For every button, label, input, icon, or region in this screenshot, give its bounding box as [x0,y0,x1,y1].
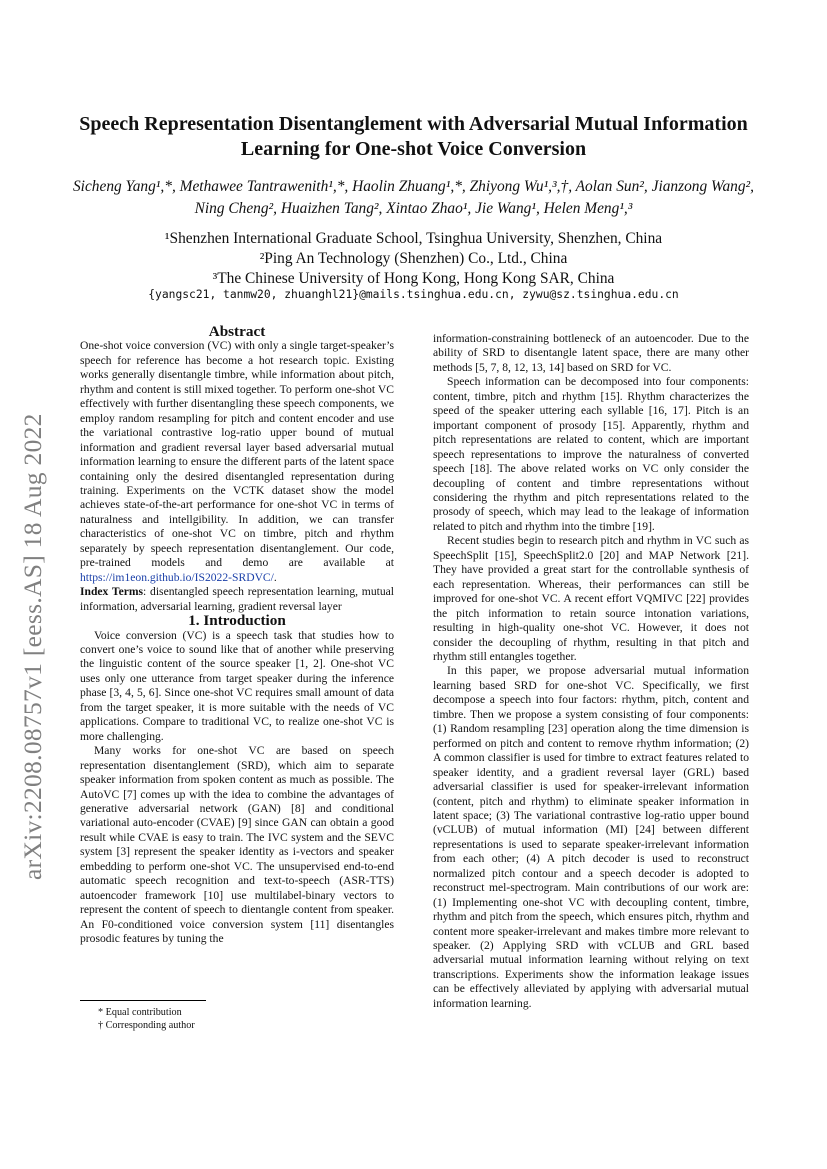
abstract-link-suffix: . [273,570,277,584]
left-column [80,325,394,946]
right-column [433,332,749,1011]
footnote-corresponding-author: † Corresponding author [98,1020,195,1031]
intro-paragraph-3: information-constraining bottleneck of an autoencoder. Due to the ability of SRD to disentangle latent space, there are many other methods [5, 7, 8, 12, 13, 14] based on SRD for VC. [433,332,749,374]
title-line-1: Speech Representation Disentanglement with Adversarial Mutual Information [79,113,748,135]
footnote-equal-contribution: * Equal contribution [98,1007,182,1018]
intro-paragraph-4: Speech information can be decomposed into four components: content, timbre, pitch and rhythm [15]. Rhythm characterizes the speed of the speaker uttering each syllable [16, 17]. Pitch is an important component of prosody [15]. Apparently, rhythm and pitch representations are related to content, which are important speech representations to improve the naturalness of converted speech [18]. The above related works on VC only consider the decoupling of content and timbre representations without considering the rhythm and pitch representations related to the prosody of speech, which may lead to the leakage of information related to pitch and rhythm into the timbre [19]. [433,375,749,533]
author-emails: {yangsc21, tanmw20, zhuanghl21}@mails.tsinghua.edu.cn, zywu@sz.tsinghua.edu.cn [148,288,679,301]
abstract-text: One-shot voice conversion (VC) with only a single target-speaker’s speech for reference has become a hot research topic. Existing works generally disentangle timbre, while information about pitch, rhythm and content is still mixed together. To perform one-shot VC effectively with further disentangling these speech components, we employ random resampling for pitch and content encoder and use the variational contrastive log-ratio upper bound of mutual information and gradient reversal layer based adversarial mutual information learning to ensure the different parts of the latent space containing only the desired disentangled representation during training. Experiments on the VCTK dataset show the model achieves state-of-the-art performance for one-shot VC in terms of naturalness and intellgibility. In addition, we can transfer characteristics of one-shot VC on timbre, pitch and rhythm separately by speech representation disentanglement. Our code, pre-trained models and demo are available at [80,339,394,570]
author-list: Sicheng Yang¹,*, Methawee Tantrawenith¹,*, Haolin Zhuang¹,*, Zhiyong Wu¹,³,†, Aolan Sun², Jianzong Wang², Ning Cheng², Huaizhen Tang², Xintao Zhao¹, Jie Wang¹, Helen Meng¹,³ [72,178,754,217]
title-line-2: Learning for One-shot Voice Conversion [240,138,587,160]
index-terms-text: : disentangled speech representation learning, mutual information, adversarial learning, gradient reversal layer [80,585,395,613]
intro-paragraph-1: Voice conversion (VC) is a speech task that studies how to convert one’s voice to sound like that of another while preserving the linguistic content of the source speaker [1, 2]. One-shot VC uses only one utterance from target speaker during the inference phase [3, 4, 5, 6]. Since one-shot VC requires small amount of data from the target speaker, it is more suitable with the needs of VC applications. Compare to traditional VC, to realize one-shot VC is more challenging. [80,628,394,743]
abstract-heading: Abstract [208,323,266,340]
intro-paragraph-5: Recent studies begin to research pitch and rhythm in VC such as SpeechSplit [15], SpeechSplit2.0 [20] and MAP Network [21]. They have provided a great start for the controllable synthesis of each representation. Whereas, their performances can still be improved for one-shot VC. A recent effort VQMIVC [22] provides the pitch information to retain source intonation variations, resulting in high-quality one-shot VC. However, it does not consider the decoupling of rhythm, resulting in that pitch and rhythm still entangles together. [433,534,749,663]
intro-paragraph-2: Many works for one-shot VC are based on speech representation disentanglement (SRD), which aim to separate speaker information from spoken content as much as possible. The AutoVC [7] comes up with the idea to combine the advantages of generative adversarial network (GAN) [8] and conditional variational auto-encoder (CVAE) [9] since GAN can obtain a good result while CVAE is easy to train. The IVC system and the SEVC system [3] represent the speaker identity as i-vectors and speaker embedding to perform one-shot VC. The unsupervised end-to-end automatic speech recognition and text-to-speech (ASR-TTS) autoencoder framework [10] use multilabel-binary vectors to represent the content of speech to dientangle content from speaker. An F0-conditioned voice conversion system [11] disentangles prosodic features by tuning the [80,744,394,946]
abstract-body [80,339,394,585]
paper-title [60,112,767,162]
arxiv-side-label: arXiv:2208.08757v1 [eess.AS] 18 Aug 2022 [18,413,47,880]
footnote-rule [80,1000,206,1001]
affiliation-2: ²Ping An Technology (Shenzhen) Co., Ltd., China [259,250,568,267]
index-terms [80,585,394,614]
intro-paragraph-6: In this paper, we propose adversarial mutual information learning based SRD for one-shot VC. Specifically, we first decompose a speech into four factors: rhythm, pitch, content and timbre. Then we propose a system consisting of four components: (1) Random resampling [23] operation along the time dimension is performed on pitch and content to remove rhythm information; (2) A common classifier is used for timbre to extract features related to speaker identity, and a gradient reversal layer (GRL) based adversarial classifier is used for speaker-irrelevant information (content, pitch and rhythm) to eliminate speaker information in latent space; (3) The variational contrastive log-ratio upper bound (vCLUB) of mutual information (MI) [24] between different representations is used to separate speaker-irrelevant information from each other; (4) A pitch decoder is used to reconstruct normalized pitch contour and a speech decoder is adopted to reconstruct mel-spectrogram. Main contributions of our work are: (1) Implementing one-shot VC with decoupling content, timbre, rhythm and pitch from the speech, which ensures pitch, rhythm and content more speaker-irrelevant and makes timbre more relevant to speaker. (2) Applying SRD with vCLUB and GRL based adversarial mutual information learning without relying on text transcriptions. Experiments show the information leakage issues can be effectively alleviated by applying with adversarial mutual information learning. [433,664,749,1010]
footnotes [80,1000,394,1032]
code-link[interactable]: https://im1eon.github.io/IS2022-SRDVC/ [80,570,274,584]
index-terms-label: Index Terms [80,585,144,599]
affiliation-1: ¹Shenzhen International Graduate School, Tsinghua University, Shenzhen, China [164,230,663,247]
affiliations [60,229,767,289]
affiliation-3: ³The Chinese University of Hong Kong, Hong Kong SAR, China [212,270,615,287]
introduction-heading: 1. Introduction [188,612,286,630]
